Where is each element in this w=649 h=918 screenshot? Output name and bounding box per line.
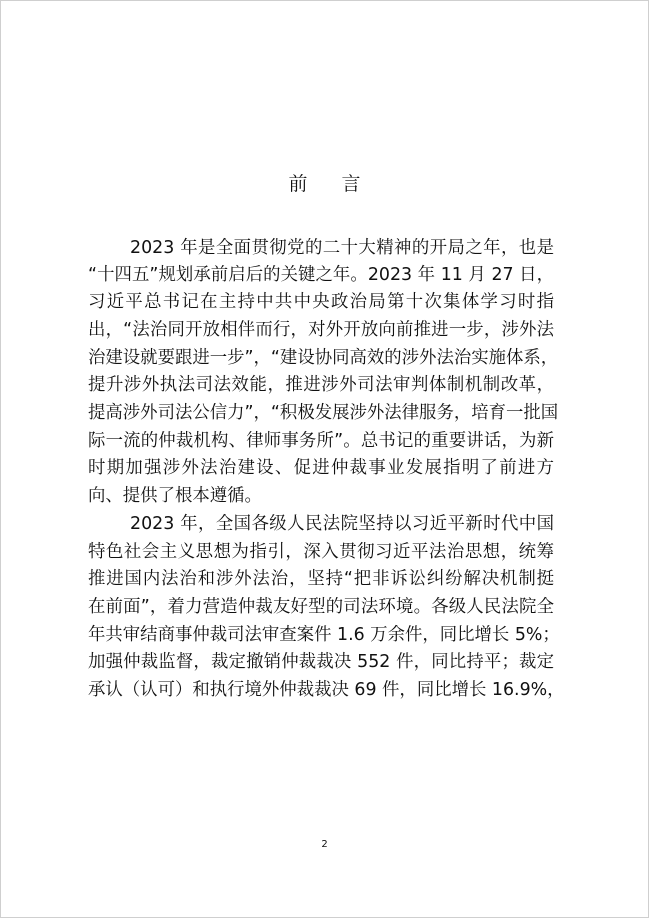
text-line: 在前面”，着力营造仲裁友好型的司法环境。各级人民法院全: [88, 597, 554, 617]
text-line: 向、提供了根本遵循。: [88, 486, 262, 506]
text-line: 时期加强涉外法治建设、促进仲裁事业发展指明了前进方: [88, 458, 554, 478]
text-line: 提升涉外执法司法效能，推进涉外司法审判体制机制改革，: [88, 375, 554, 395]
text-line: 加强仲裁监督，裁定撤销仲裁裁决 552 件，同比持平；裁定: [88, 652, 554, 672]
text-line: 推进国内法治和涉外法治，坚持“把非诉讼纠纷解决机制挺: [88, 569, 554, 589]
text-line: 承认（认可）和执行境外仲裁裁决 69 件，同比增长 16.9%，: [88, 680, 565, 700]
text-line: 特色社会主义思想为指引，深入贯彻习近平法治思想，统筹: [88, 542, 554, 562]
text-line: 出，“法治同开放相伴而行，对外开放向前推进一步，涉外法: [88, 320, 554, 340]
text-line: 2023 年，全国各级人民法院坚持以习近平新时代中国: [130, 514, 554, 534]
text-line: 习近平总书记在主持中共中央政治局第十次集体学习时指: [88, 292, 554, 312]
text-line: 年共审结商事仲裁司法审查案件 1.6 万余件，同比增长 5%；: [88, 625, 560, 645]
text-line: 治建设就要跟进一步”，“建设协同高效的涉外法治实施体系，: [88, 348, 559, 368]
text-line: 提高涉外司法公信力”，“积极发展涉外法律服务，培育一批国: [88, 403, 559, 423]
text-line: 际一流的仲裁机构、律师事务所”。总书记的重要讲话，为新: [88, 431, 554, 451]
text-line: 2023 年是全面贯彻党的二十大精神的开局之年，也是: [130, 238, 554, 258]
page-title: 前 言: [288, 173, 375, 195]
text-line: “十四五”规划承前启后的关键之年。2023 年 11 月 27 日，: [88, 265, 554, 285]
page-number: 2: [321, 839, 328, 850]
